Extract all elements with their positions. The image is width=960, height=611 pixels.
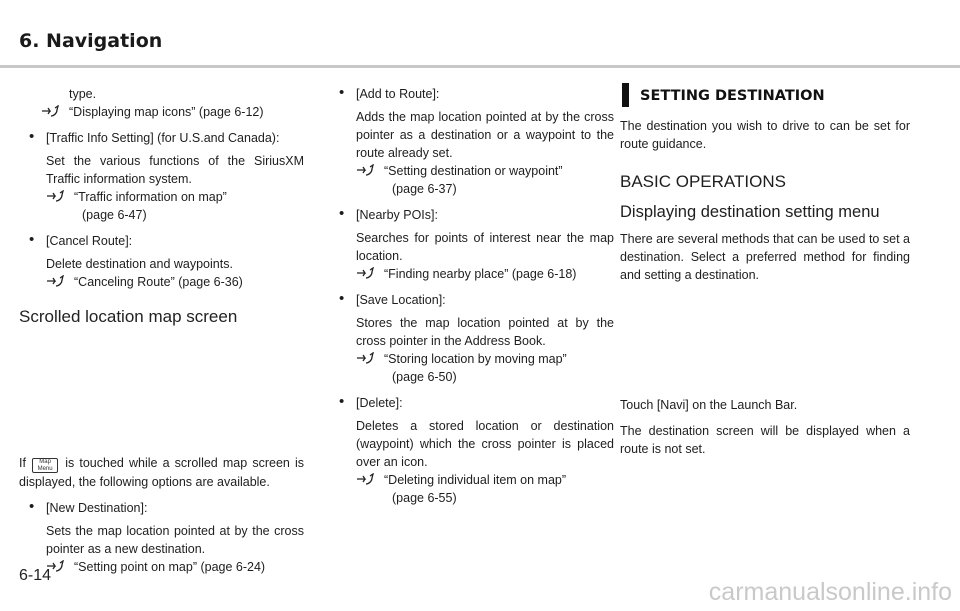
- intro-after: is touched while a scrolled map screen is displayed, the following options are available.: [19, 456, 304, 489]
- list-item-nearby-pois: [329, 206, 614, 283]
- reference-text[interactable]: “Storing location by moving map”: [384, 352, 567, 366]
- reference-icon: [41, 105, 59, 118]
- list-item-delete: [329, 394, 614, 507]
- cross-reference: [356, 265, 614, 283]
- cross-reference: [356, 350, 614, 386]
- reference-text[interactable]: “Canceling Route” (page 6-36): [74, 275, 243, 289]
- section-heading-setting-destination: [620, 85, 910, 107]
- subheading-destination-menu: Displaying destination setting menu: [620, 203, 880, 221]
- bullet: •: [339, 393, 345, 410]
- item-label: [Traffic Info Setting] (for U.S.and Canada):: [46, 131, 280, 145]
- list-item-save-location: [329, 291, 614, 386]
- reference-icon: [356, 352, 374, 365]
- touch-instruction: Touch [Navi] on the Launch Bar.: [620, 398, 798, 412]
- reference-text[interactable]: “Displaying map icons” (page 6-12): [69, 105, 264, 119]
- item-label: [Cancel Route]:: [46, 234, 133, 248]
- reference-page[interactable]: (page 6-37): [392, 182, 457, 196]
- list-item-cancel-route: [19, 232, 304, 291]
- bullet: •: [29, 231, 35, 248]
- reference-text[interactable]: “Setting destination or waypoint”: [384, 164, 563, 178]
- reference-text[interactable]: “Deleting individual item on map”: [384, 473, 567, 487]
- heading-text: SETTING DESTINATION: [640, 88, 825, 104]
- intro-before: If: [19, 456, 26, 470]
- left-column: [19, 85, 304, 576]
- reference-icon: [356, 164, 374, 177]
- item-description: Deletes a stored location or destination (waypoint) which the cross pointer is placed over an icon.: [356, 419, 614, 469]
- cross-reference: [46, 558, 304, 576]
- item-description: Searches for points of interest near the map location.: [356, 231, 614, 263]
- reference-text[interactable]: “Traffic information on map”: [74, 190, 227, 204]
- item-label: [Add to Route]:: [356, 87, 440, 101]
- bullet: •: [339, 290, 345, 307]
- item-description: Sets the map location pointed at by the cross pointer as a new destination.: [46, 524, 304, 556]
- list-item-traffic-info: [19, 129, 304, 224]
- cross-reference: [356, 471, 614, 507]
- list-item-add-to-route: [329, 85, 614, 198]
- header-rule: [0, 65, 960, 68]
- map-button-label-top: Map: [39, 459, 51, 465]
- item-description: Set the various functions of the SiriusXM Traffic information system.: [46, 154, 304, 186]
- reference-text[interactable]: “Finding nearby place” (page 6-18): [384, 267, 577, 281]
- cross-reference: [19, 103, 304, 121]
- bullet: •: [29, 498, 35, 515]
- continued-text: type.: [69, 87, 97, 101]
- watermark: carmanualsonline.info: [708, 578, 952, 606]
- bullet: •: [339, 205, 345, 222]
- bullet: •: [29, 128, 35, 145]
- methods-paragraph: There are several methods that can be used to set a destination. Select a preferred method for finding and setting a destination.: [620, 232, 910, 282]
- cross-reference: [46, 273, 304, 291]
- reference-icon: [46, 275, 64, 288]
- page-number: 6-14: [19, 567, 52, 584]
- item-label: [Delete]:: [356, 396, 403, 410]
- reference-page[interactable]: (page 6-55): [392, 491, 457, 505]
- item-description: Stores the map location pointed at by the cross pointer in the Address Book.: [356, 316, 614, 348]
- reference-page[interactable]: (page 6-50): [392, 370, 457, 384]
- list-item-new-destination: [19, 499, 304, 576]
- map-menu-button-icon: [32, 458, 58, 473]
- map-button-label-bottom: Menu: [37, 466, 53, 472]
- intro-paragraph: The destination you wish to drive to can be set for route guidance.: [620, 119, 910, 151]
- item-label: [Save Location]:: [356, 293, 446, 307]
- item-description: Delete destination and waypoints.: [46, 257, 233, 271]
- intro-paragraph: [19, 454, 304, 491]
- cross-reference: [46, 188, 304, 224]
- subheading-basic-operations: BASIC OPERATIONS: [620, 172, 786, 191]
- reference-icon: [356, 267, 374, 280]
- item-label: [New Destination]:: [46, 501, 148, 515]
- reference-icon: [46, 190, 64, 203]
- chapter-title: 6. Navigation: [19, 30, 163, 52]
- section-heading-scrolled-map: Scrolled location map screen: [19, 307, 238, 326]
- cross-reference: [356, 162, 614, 198]
- reference-icon: [356, 473, 374, 486]
- item-label: [Nearby POIs]:: [356, 208, 438, 222]
- reference-page[interactable]: (page 6-47): [82, 208, 147, 222]
- destination-screen-note: The destination screen will be displayed when a route is not set.: [620, 424, 910, 456]
- bullet: •: [339, 84, 345, 101]
- right-column: [620, 85, 910, 458]
- middle-column: [329, 85, 614, 507]
- item-description: Adds the map location pointed at by the cross pointer as a destination or a waypoint to the route already set.: [356, 110, 614, 160]
- heading-bar: [622, 83, 629, 107]
- reference-text[interactable]: “Setting point on map” (page 6-24): [74, 560, 266, 574]
